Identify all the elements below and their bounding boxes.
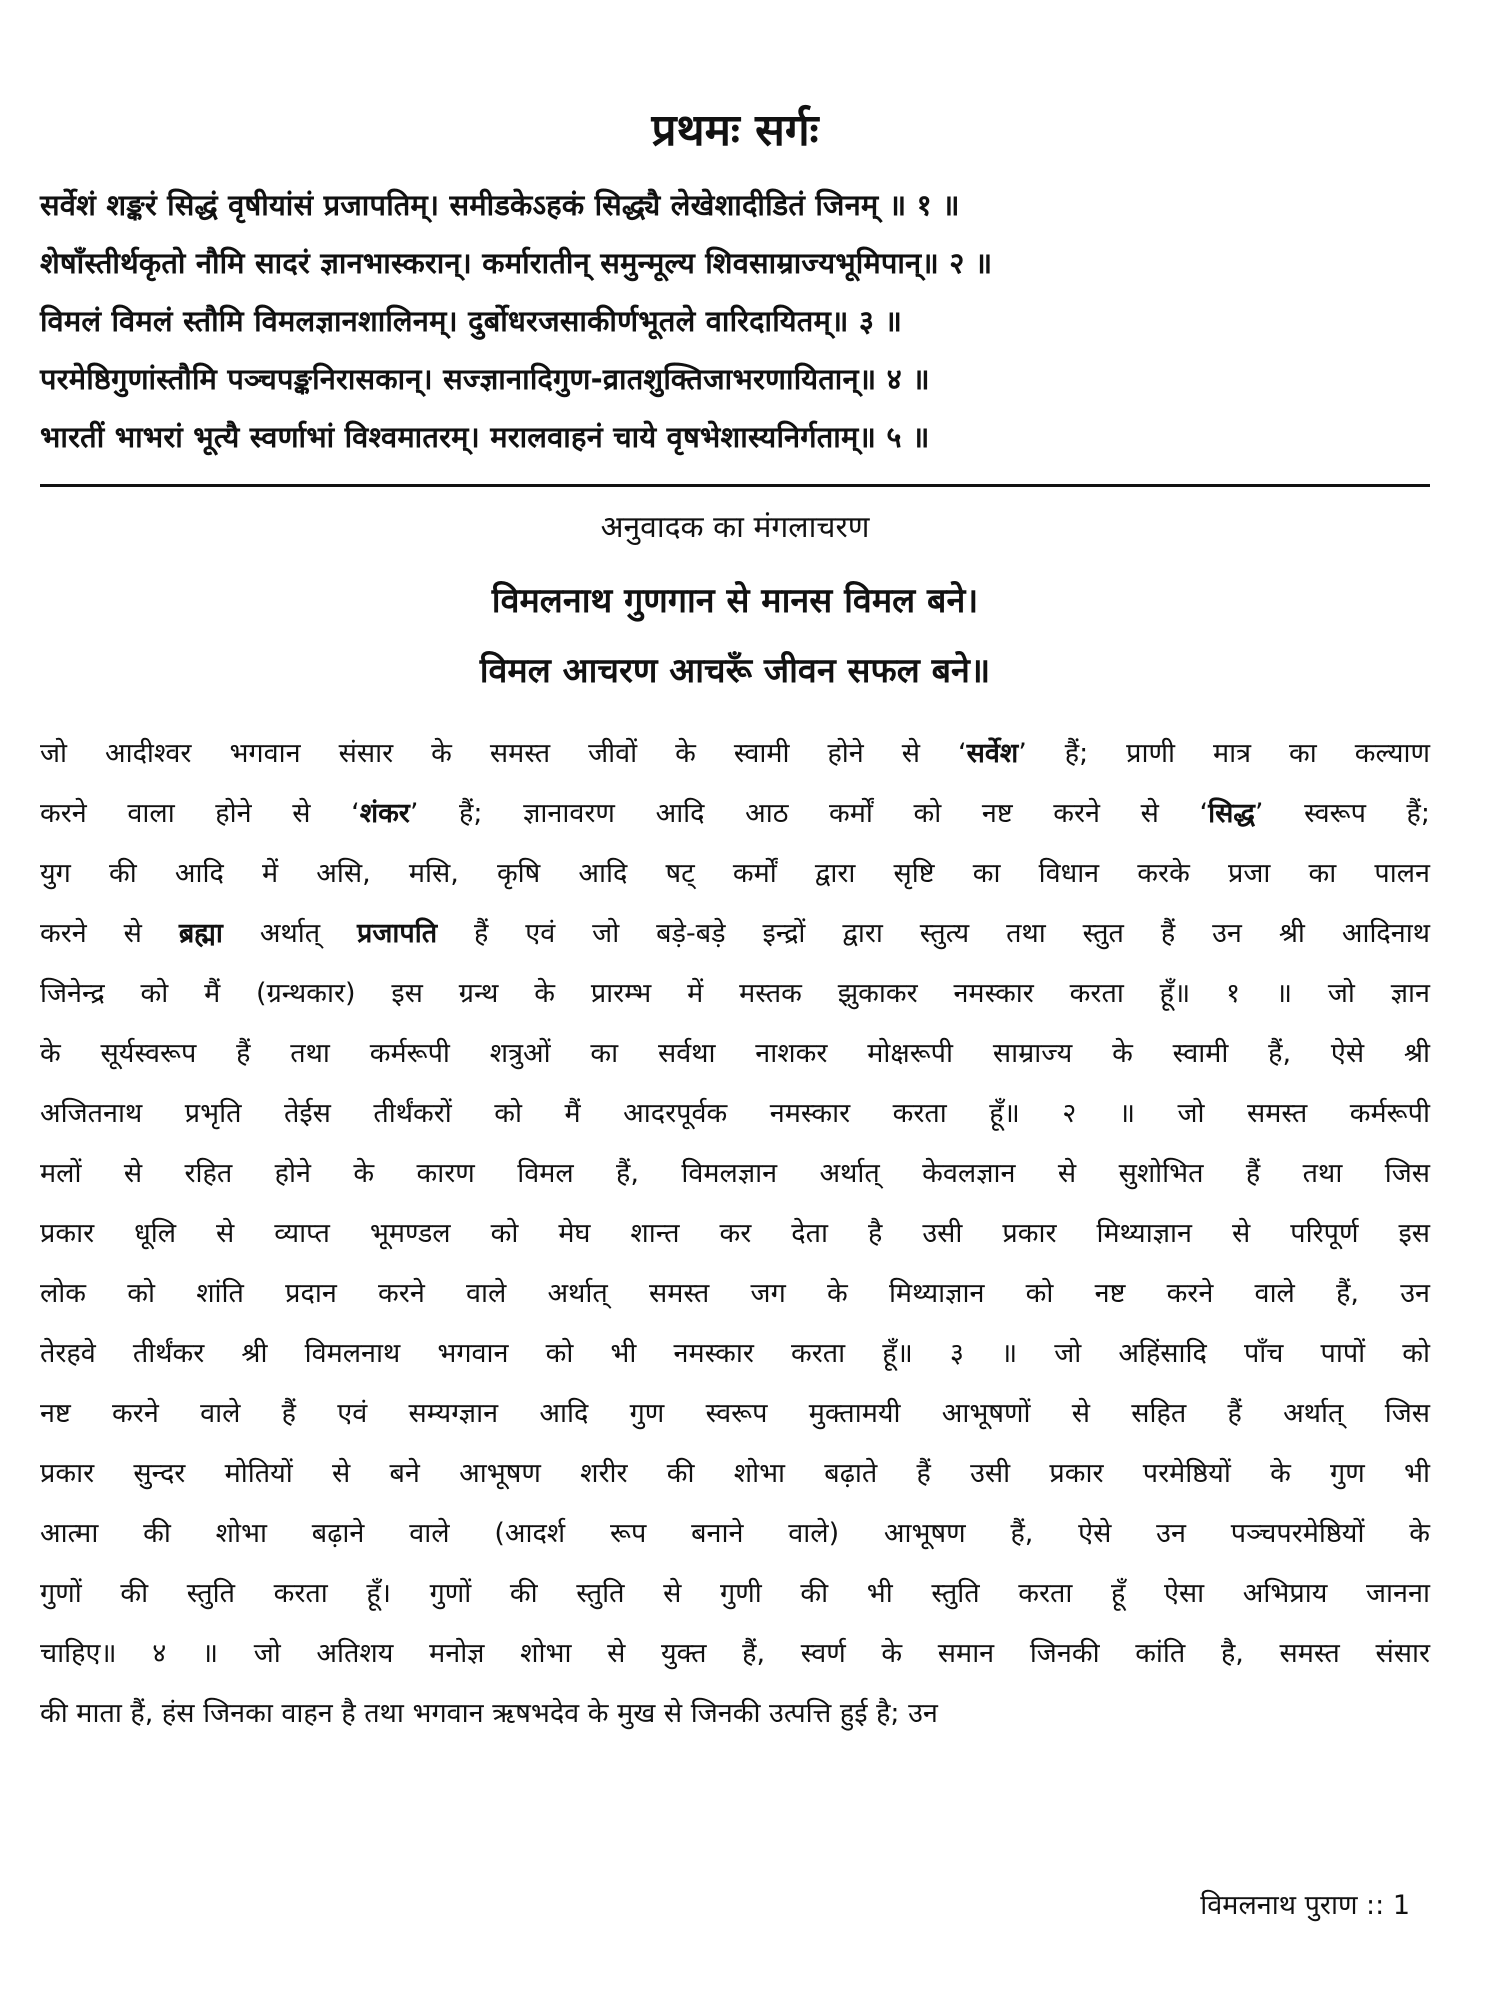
sanskrit-verses	[40, 176, 1430, 466]
text-line: जो आदीश्वर भगवान संसार के समस्त जीवों के स्वामी होने से ‘सर्वेश’ हैं; प्राणी मात्र का कल्याण	[40, 738, 1430, 769]
text-line: युग की आदि में असि, मसि, कृषि आदि षट् कर्मों द्वारा सृष्टि का विधान करके प्रजा का पालन	[40, 858, 1430, 889]
text-line: गुणों की स्तुति करता हूँ। गुणों की स्तुति से गुणी की भी स्तुति करता हूँ ऐसा अभिप्राय जानना	[40, 1578, 1430, 1609]
page-footer: विमलनाथ पुराण :: 1	[1200, 1890, 1410, 1921]
verse-3: विमलं विमलं स्तौमि विमलज्ञानशालिनम्। दुर्बोधरजसाकीर्णभूतले वारिदायितम्॥ ३ ॥	[40, 304, 903, 338]
verse-1: सर्वेशं शङ्करं सिद्धं वृषीयांसं प्रजापतिम्। समीडकेऽहकं सिद्ध्यै लेखेशादीडितं जिनम् ॥ १ ॥	[40, 188, 960, 222]
text-line: लोक को शांति प्रदान करने वाले अर्थात् समस्त जग के मिथ्याज्ञान को नष्ट करने वाले हैं, उन	[40, 1278, 1430, 1309]
text-line: आत्मा की शोभा बढ़ाने वाले (आदर्श रूप बनाने वाले) आभूषण हैं, ऐसे उन पञ्चपरमेष्ठियों के	[40, 1518, 1430, 1549]
text-line: प्रकार धूलि से व्याप्त भूमण्डल को मेघ शान्त कर देता है उसी प्रकार मिथ्याज्ञान से परिपूर्ण इस	[40, 1218, 1430, 1249]
verse-4: परमेष्ठिगुणांस्तौमि पञ्चपङ्कनिरासकान्। सज्ज्ञानादिगुण-व्रातशुक्तिजाभरणायितान्॥ ४ ॥	[40, 362, 930, 396]
text-line: जिनेन्द्र को मैं (ग्रन्थकार) इस ग्रन्थ के प्रारम्भ में मस्तक झुकाकर नमस्कार करता हूँ॥ १ ॥ जो ज्ञान	[40, 978, 1430, 1009]
couplet-line-2: विमल आचरण आचरूँ जीवन सफल बने॥	[479, 651, 991, 691]
couplet-line-1: विमलनाथ गुणगान से मानस विमल बने।	[491, 581, 979, 621]
chapter-title: प्रथमः सर्गः	[651, 105, 819, 156]
text-line: मलों से रहित होने के कारण विमल हैं, विमलज्ञान अर्थात् केवलज्ञान से सुशोभित हैं तथा जिस	[40, 1158, 1430, 1189]
text-line: अजितनाथ प्रभृति तेईस तीर्थंकरों को मैं आदरपूर्वक नमस्कार करता हूँ॥ २ ॥ जो समस्त कर्मरूपी	[40, 1098, 1430, 1129]
invocation-label: अनुवादक का मंगलाचरण	[600, 510, 870, 545]
text-line: करने से ब्रह्मा अर्थात् प्रजापति हैं एवं जो बड़े-बड़े इन्द्रों द्वारा स्तुत्य तथा स्तुत हैं उन श्री आदिनाथ	[40, 918, 1430, 949]
text-line: के सूर्यस्वरूप हैं तथा कर्मरूपी शत्रुओं का सर्वथा नाशकर मोक्षरूपी साम्राज्य के स्वामी हैं, ऐसे श्री	[40, 1038, 1430, 1069]
text-line: करने वाला होने से ‘शंकर’ हैं; ज्ञानावरण आदि आठ कर्मों को नष्ट करने से ‘सिद्ध’ स्वरूप हैं;	[40, 798, 1430, 829]
text-line: तेरहवे तीर्थंकर श्री विमलनाथ भगवान को भी नमस्कार करता हूँ॥ ३ ॥ जो अहिंसादि पाँच पापों को	[40, 1338, 1430, 1369]
text-line: चाहिए॥ ४ ॥ जो अतिशय मनोज्ञ शोभा से युक्त हैं, स्वर्ण के समान जिनकी कांति है, समस्त संसार	[40, 1638, 1430, 1669]
text-line: नष्ट करने वाले हैं एवं सम्यग्ज्ञान आदि गुण स्वरूप मुक्तामयी आभूषणों से सहित हैं अर्थात् जिस	[40, 1398, 1430, 1429]
commentary-paragraph	[40, 724, 1430, 1744]
verse-2: शेषाँस्तीर्थकृतो नौमि सादरं ज्ञानभास्करान्। कर्मारातीन् समुन्मूल्य शिवसाम्राज्यभूमिपान्॥ २ ॥	[40, 246, 993, 280]
text-line: की माता हैं, हंस जिनका वाहन है तथा भगवान ऋषभदेव के मुख से जिनकी उत्पत्ति हुई है; उन	[40, 1698, 938, 1729]
section-divider	[40, 484, 1430, 487]
verse-5: भारतीं भाभरां भूत्यै स्वर्णाभां विश्वमातरम्। मरालवाहनं चाये वृषभेशास्यनिर्गताम्॥ ५ ॥	[40, 420, 930, 454]
text-line: प्रकार सुन्दर मोतियों से बने आभूषण शरीर की शोभा बढ़ाते हैं उसी प्रकार परमेष्ठियों के गुण भी	[40, 1458, 1430, 1489]
